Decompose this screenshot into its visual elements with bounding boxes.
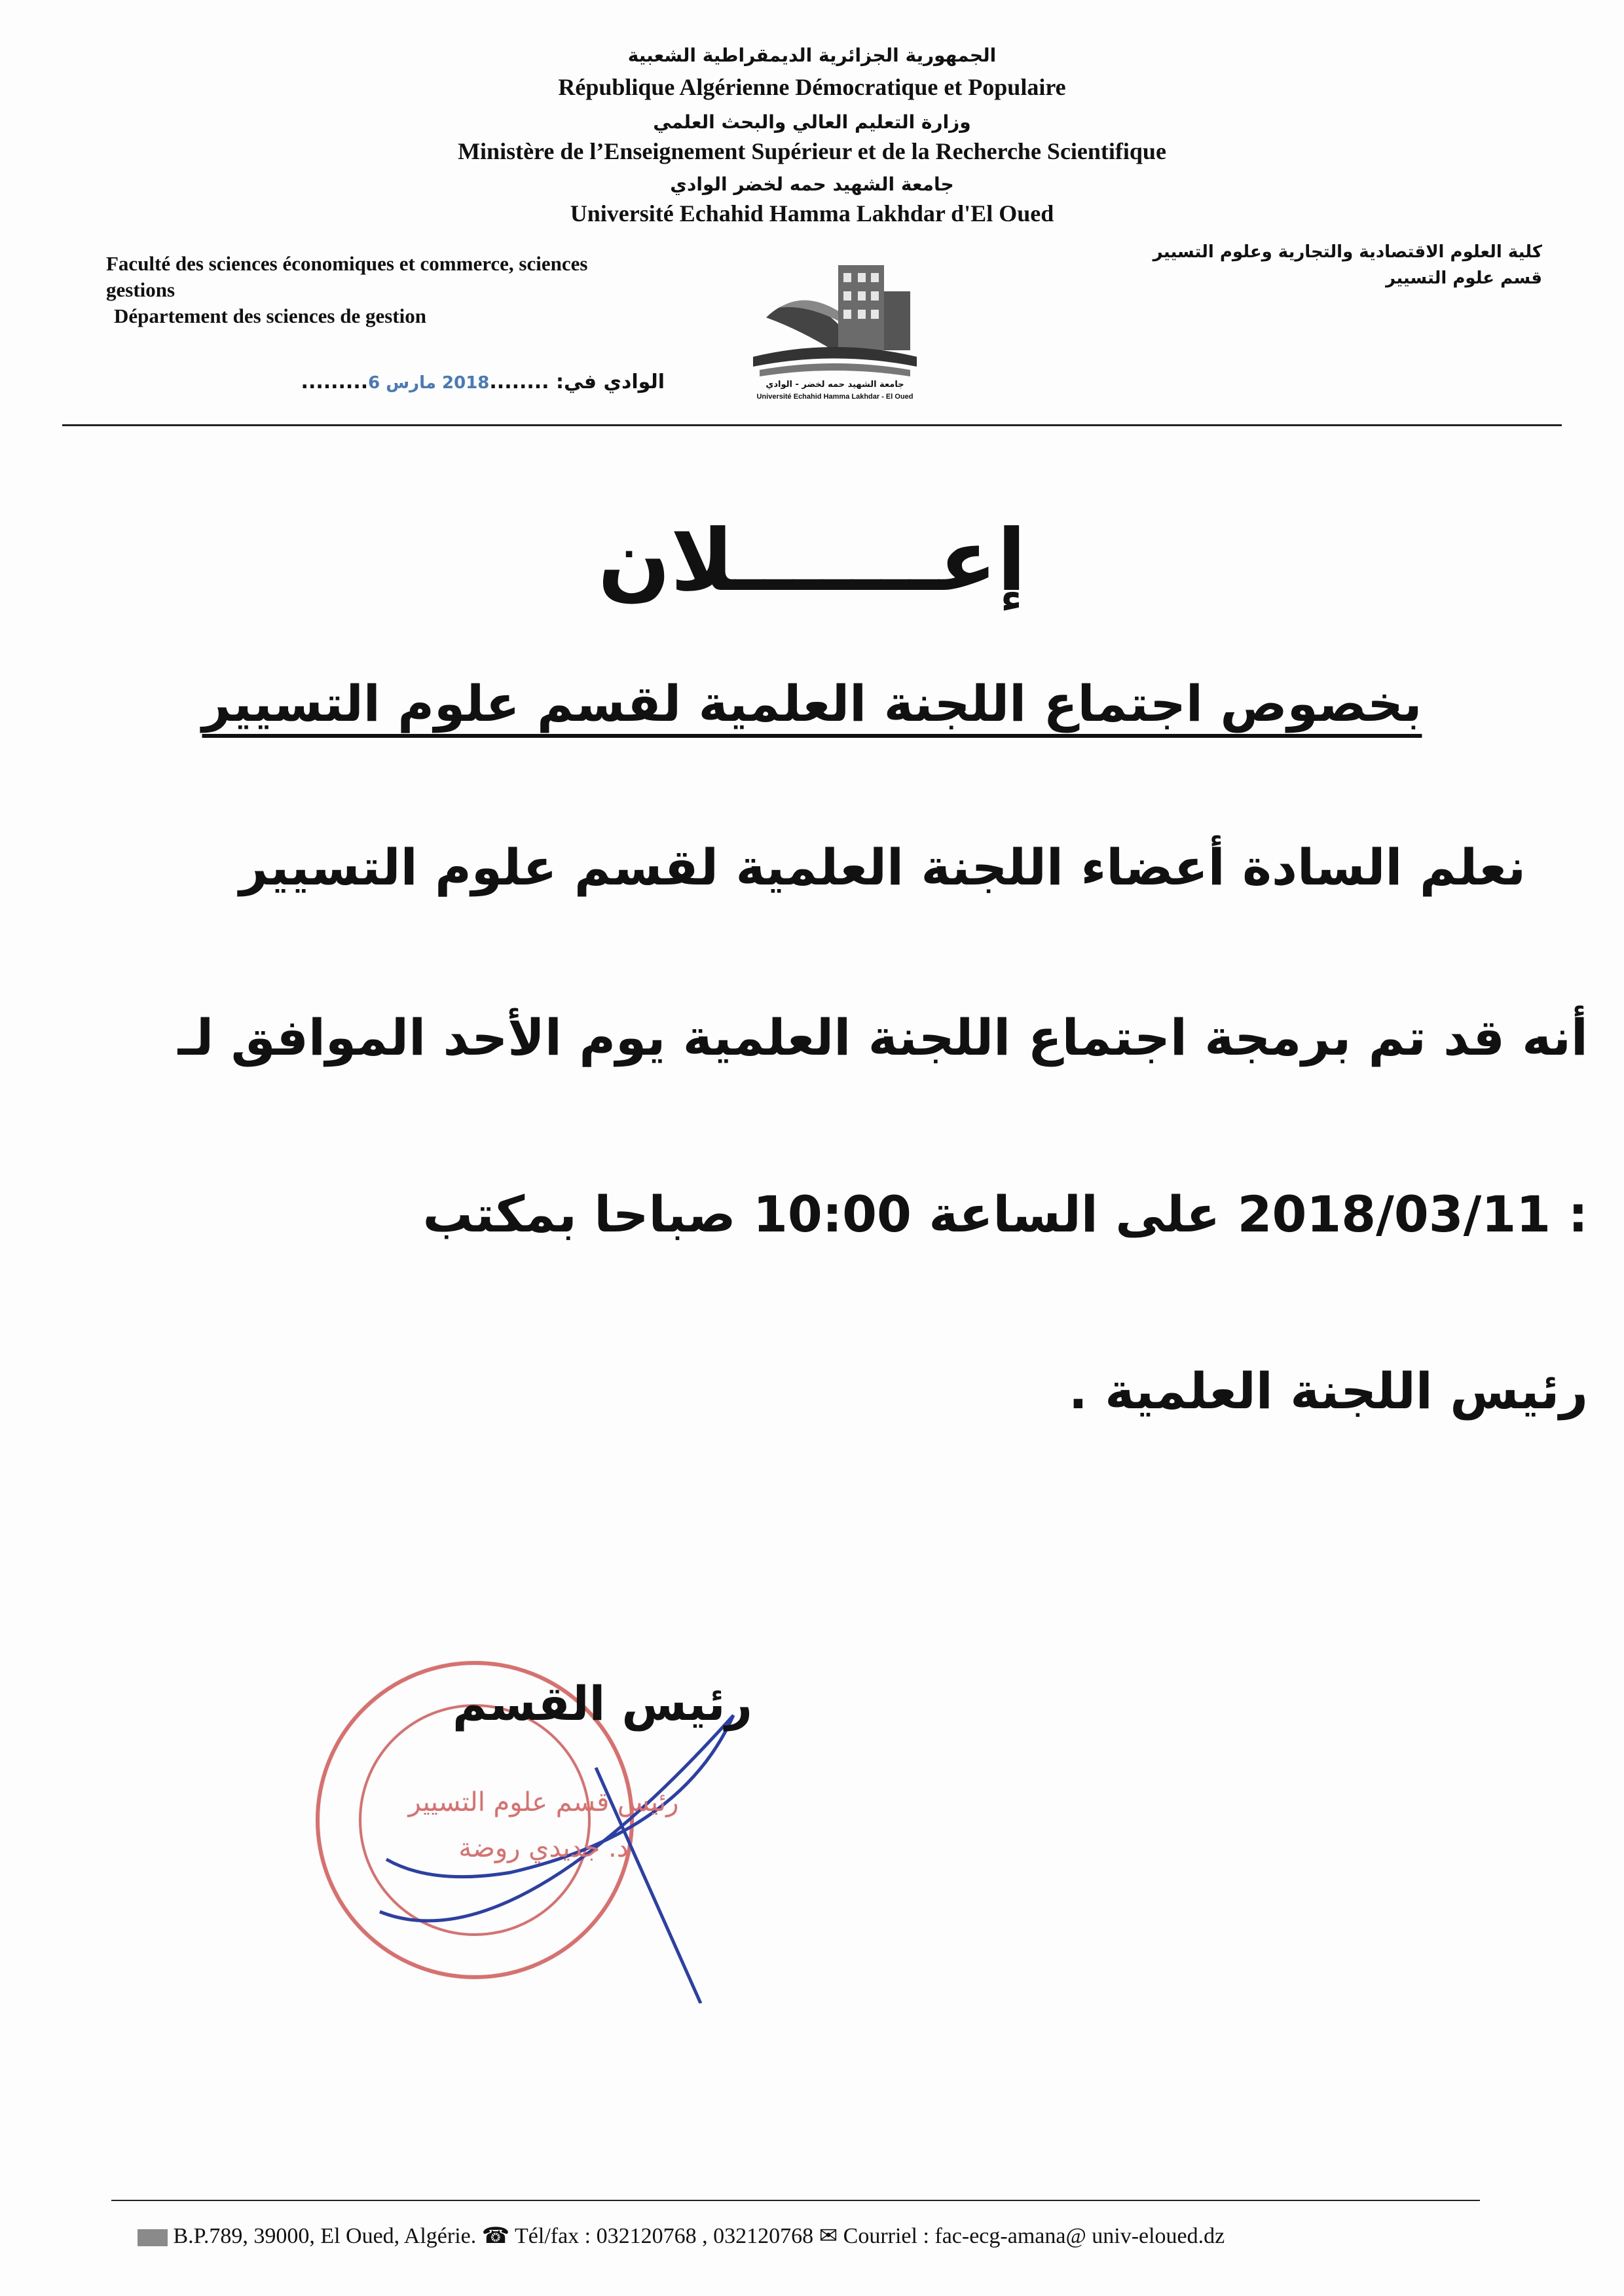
logo-caption-fr: Université Echahid Hamma Lakhdar - El Oued bbox=[756, 393, 913, 401]
date-line bbox=[232, 371, 665, 393]
faculty-fr-line1: Faculté des sciences économiques et commerce, sciences bbox=[106, 252, 588, 275]
university-ar: جامعة الشهيد حمه لخضر الوادي bbox=[670, 173, 954, 195]
footer-email: Courriel : fac-ecg-amana@ univ-eloued.dz bbox=[843, 2224, 1225, 2248]
stamp-line-1: رئيس قسم علوم التسيير bbox=[408, 1787, 679, 1817]
header-divider bbox=[62, 424, 1562, 426]
date-label: الوادي في: bbox=[556, 371, 665, 393]
faculty-fr-line2: gestions bbox=[106, 278, 175, 301]
logo-caption-ar: جامعة الشهيد حمه لخضر - الوادي bbox=[766, 380, 904, 390]
university-fr: Université Echahid Hamma Lakhdar d'El Oued bbox=[570, 200, 1054, 227]
stamp-line-2: د. جديدي روضة bbox=[458, 1833, 629, 1863]
announcement-line-2: أنه قد تم برمجة اجتماع اللجنة العلمية يوم الأحد الموافق لـ bbox=[177, 1008, 1588, 1066]
announcement-line-1: نعلم السادة أعضاء اللجنة العلمية لقسم علوم التسيير bbox=[239, 838, 1526, 896]
footer-address: B.P.789, 39000, El Oued, Algérie. bbox=[173, 2224, 477, 2248]
republic-ar: الجمهورية الجزائرية الديمقراطية الشعبية bbox=[627, 45, 997, 66]
announcement-line-4: رئيس اللجنة العلمية . bbox=[1068, 1362, 1588, 1420]
signature-area bbox=[314, 1637, 773, 2003]
date-handwritten: 2018 مارس 6 bbox=[368, 373, 490, 393]
faculty-fr bbox=[106, 251, 761, 329]
footer bbox=[138, 2223, 1578, 2249]
ministry-fr: Ministère de l’Enseignement Supérieur et de la Recherche Scientifique bbox=[458, 138, 1166, 164]
republic-fr: République Algérienne Démocratique et Populaire bbox=[558, 74, 1066, 100]
mailbox-icon bbox=[138, 2229, 168, 2246]
date-dots-before: ........ bbox=[489, 371, 549, 393]
footer-divider bbox=[111, 2200, 1480, 2201]
department-ar: قسم علوم التسيير bbox=[1386, 268, 1542, 288]
footer-tel: Tél/fax : 032120768 , 032120768 bbox=[515, 2224, 814, 2248]
email-icon: ✉ bbox=[819, 2223, 838, 2249]
ministry-ar: وزارة التعليم العالي والبحث العلمي bbox=[653, 111, 971, 133]
phone-icon: ☎ bbox=[481, 2223, 510, 2249]
announcement-title: إعـــــــلان bbox=[597, 511, 1027, 610]
department-fr: Département des sciences de gestion bbox=[114, 304, 426, 327]
announcement-line-3: : 2018/03/11 على الساعة 10:00 صباحا بمكتب bbox=[422, 1185, 1588, 1243]
department-head-title: رئيس القسم bbox=[452, 1676, 752, 1731]
faculty-ar-block bbox=[1018, 239, 1542, 291]
announcement-subtitle: بخصوص اجتماع اللجنة العلمية لقسم علوم التسيير bbox=[202, 674, 1422, 733]
faculty-ar: كلية العلوم الاقتصادية والتجارية وعلوم التسيير bbox=[1153, 242, 1542, 262]
date-dots-after: ......... bbox=[301, 371, 369, 393]
university-logo bbox=[740, 246, 930, 409]
